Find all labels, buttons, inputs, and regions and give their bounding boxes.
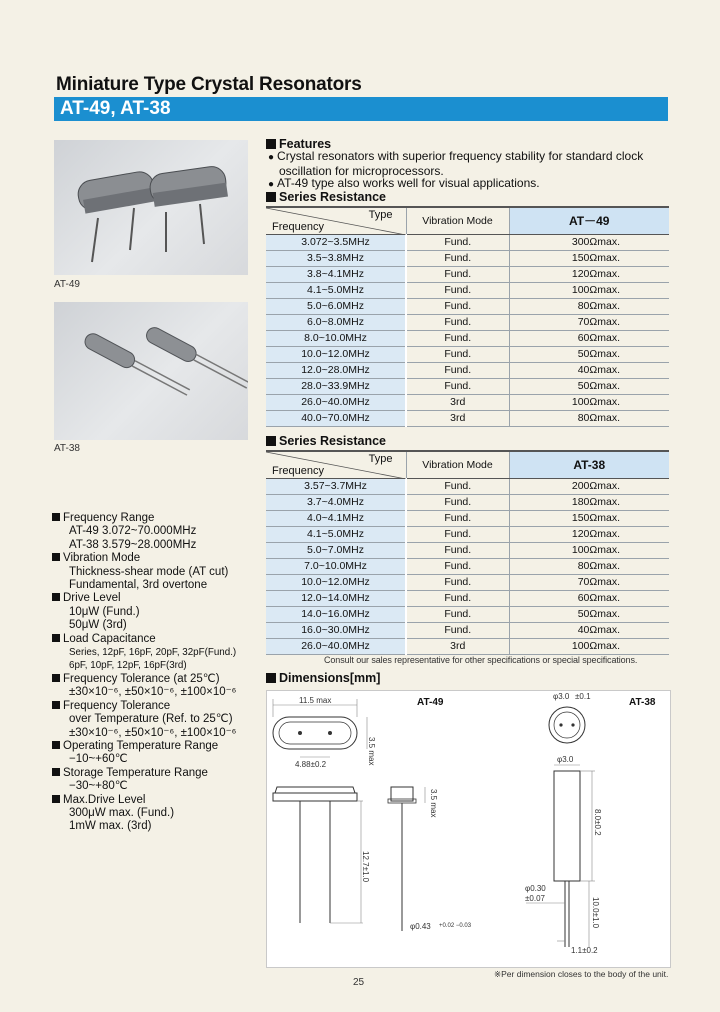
feature-item: ● Crystal resonators with superior frequency stability for standard clock oscillation for microprocessors. <box>268 150 668 177</box>
table-row <box>266 558 669 574</box>
at49-product-photo <box>54 140 248 275</box>
page-subtitle: AT-49, AT-38 <box>60 98 171 119</box>
square-bullet-icon <box>266 139 276 149</box>
resistance-cell: 50Ωmax. <box>509 606 669 622</box>
square-bullet-icon <box>52 593 60 601</box>
page-title: Miniature Type Crystal Resonators <box>56 74 362 95</box>
frequency-cell: 16.0~30.0MHz <box>266 622 406 638</box>
vibration-mode-cell: Fund. <box>406 378 509 394</box>
square-bullet-icon <box>52 674 60 682</box>
at38-resistance-table <box>266 450 669 655</box>
model-header: AT－49 <box>509 207 669 234</box>
features-list <box>268 150 668 192</box>
at38-body-dia-dim: φ3.0 <box>557 755 574 764</box>
spec-value: ±30×10⁻⁶, ±50×10⁻⁶, ±100×10⁻⁶ <box>69 686 237 699</box>
spec-value: 300μW max. (Fund.) <box>69 806 175 819</box>
at49-lead-tol-dim: +0.02 −0.03 <box>439 923 472 929</box>
frequency-cell: 10.0~12.0MHz <box>266 574 406 590</box>
subtitle-band <box>54 97 668 121</box>
table-row <box>266 362 669 378</box>
square-bullet-icon <box>52 768 60 776</box>
spec-label: Drive Level <box>52 592 262 605</box>
square-bullet-icon <box>52 701 60 709</box>
spec-label: Vibration Mode <box>52 552 262 565</box>
square-bullet-icon <box>266 192 276 202</box>
table-row <box>266 526 669 542</box>
feature-item: ● AT-49 type also works well for visual applications. <box>268 177 668 192</box>
table-row <box>266 330 669 346</box>
vibration-mode-cell: 3rd <box>406 394 509 410</box>
vibration-mode-cell: 3rd <box>406 410 509 426</box>
at49-lead-length-dim: 12.7±1.0 <box>361 851 370 883</box>
type-frequency-header <box>266 451 406 478</box>
table-row <box>266 234 669 250</box>
spec-value: AT-49 3.072~70.000MHz <box>69 525 197 538</box>
table-row <box>266 394 669 410</box>
frequency-cell: 6.0~8.0MHz <box>266 314 406 330</box>
spec-value: Fundamental, 3rd overtone <box>69 579 208 592</box>
frequency-cell: 3.5~3.8MHz <box>266 250 406 266</box>
frequency-cell: 26.0~40.0MHz <box>266 394 406 410</box>
resistance-cell: 40Ωmax. <box>509 362 669 378</box>
frequency-cell: 3.072~3.5MHz <box>266 234 406 250</box>
at38-top-dia-tol: ±0.1 <box>575 692 591 701</box>
table-row <box>266 346 669 362</box>
square-bullet-icon <box>266 436 276 446</box>
table-row <box>266 542 669 558</box>
at49-lead-dia-dim: φ0.43 <box>410 922 431 931</box>
spec-label: Frequency Tolerance (at 25℃) <box>52 673 262 686</box>
vibration-mode-cell: Fund. <box>406 590 509 606</box>
consult-note: Consult our sales representative for other specifications or special specifications. <box>324 655 638 665</box>
at38-product-photo <box>54 302 248 440</box>
spec-value: Series, 12pF, 16pF, 20pF, 32pF(Fund.) <box>69 647 237 659</box>
frequency-cell: 14.0~16.0MHz <box>266 606 406 622</box>
at38-pitch-dim: 1.1±0.2 <box>571 946 598 955</box>
resistance-cell: 70Ωmax. <box>509 314 669 330</box>
spec-value: −10~+60℃ <box>69 753 128 766</box>
spec-value: Thickness-shear mode (AT cut) <box>69 565 229 578</box>
resistance-cell: 150Ωmax. <box>509 510 669 526</box>
type-header: Type <box>368 453 393 465</box>
square-bullet-icon <box>52 634 60 642</box>
frequency-cell: 12.0~14.0MHz <box>266 590 406 606</box>
vibration-mode-cell: Fund. <box>406 330 509 346</box>
frequency-cell: 5.0~7.0MHz <box>266 542 406 558</box>
resistance-cell: 200Ωmax. <box>509 478 669 494</box>
table-row <box>266 266 669 282</box>
resistance-cell: 50Ωmax. <box>509 346 669 362</box>
type-frequency-header <box>266 207 406 234</box>
vibration-mode-cell: Fund. <box>406 282 509 298</box>
resistance-cell: 80Ωmax. <box>509 558 669 574</box>
vibration-mode-cell: Fund. <box>406 606 509 622</box>
spec-label: Max.Drive Level <box>52 794 262 807</box>
frequency-cell: 4.0~4.1MHz <box>266 510 406 526</box>
resistance-cell: 180Ωmax. <box>509 494 669 510</box>
spec-label: Storage Temperature Range <box>52 767 262 780</box>
spec-value: 6pF, 10pF, 12pF, 16pF(3rd) <box>69 660 187 672</box>
vibration-mode-cell: Fund. <box>406 622 509 638</box>
at38-body-len-dim: 8.0±0.2 <box>593 809 602 836</box>
square-bullet-icon <box>52 513 60 521</box>
at49-resistance-table <box>266 206 669 427</box>
vibration-mode-cell: Fund. <box>406 526 509 542</box>
table-row <box>266 590 669 606</box>
table-row <box>266 510 669 526</box>
resistance-cell: 50Ωmax. <box>509 378 669 394</box>
footnote: ※Per dimension closes to the body of the unit. <box>494 969 669 979</box>
spec-value: 50μW (3rd) <box>69 619 127 632</box>
vibration-mode-cell: Fund. <box>406 542 509 558</box>
frequency-cell: 40.0~70.0MHz <box>266 410 406 426</box>
square-bullet-icon <box>52 553 60 561</box>
features-heading: Features <box>266 137 331 151</box>
at38-top-dia-dim: φ3.0 <box>553 692 570 701</box>
frequency-header: Frequency <box>272 220 324 233</box>
table-row <box>266 478 669 494</box>
vibration-mode-cell: Fund. <box>406 346 509 362</box>
spec-value: 1mW max. (3rd) <box>69 820 152 833</box>
table-row <box>266 378 669 394</box>
vibration-mode-cell: Fund. <box>406 250 509 266</box>
table-row <box>266 298 669 314</box>
table-row <box>266 282 669 298</box>
square-bullet-icon <box>266 673 276 683</box>
at38-lead-tol-dim: ±0.07 <box>525 894 545 903</box>
frequency-cell: 7.0~10.0MHz <box>266 558 406 574</box>
resistance-cell: 300Ωmax. <box>509 234 669 250</box>
resistance-cell: 120Ωmax. <box>509 526 669 542</box>
frequency-cell: 26.0~40.0MHz <box>266 638 406 654</box>
table-row <box>266 622 669 638</box>
table-row <box>266 638 669 654</box>
frequency-cell: 3.8~4.1MHz <box>266 266 406 282</box>
at49-width-dim: 11.5 max <box>299 696 332 705</box>
spec-value: AT-38 3.579~28.000MHz <box>69 538 197 551</box>
frequency-cell: 5.0~6.0MHz <box>266 298 406 314</box>
frequency-cell: 3.7~4.0MHz <box>266 494 406 510</box>
vibration-mode-header: Vibration Mode <box>406 451 509 478</box>
spec-label: Frequency Tolerance <box>52 700 262 713</box>
frequency-cell: 12.0~28.0MHz <box>266 362 406 378</box>
vibration-mode-cell: 3rd <box>406 638 509 654</box>
frequency-cell: 8.0~10.0MHz <box>266 330 406 346</box>
at49-pitch-dim: 4.88±0.2 <box>295 760 327 769</box>
square-bullet-icon <box>52 741 60 749</box>
resistance-cell: 40Ωmax. <box>509 622 669 638</box>
spec-label: Load Capacitance <box>52 633 262 646</box>
at38-lead-dia-dim: φ0.30 <box>525 884 546 893</box>
vibration-mode-cell: Fund. <box>406 234 509 250</box>
square-bullet-icon <box>52 795 60 803</box>
specifications-list <box>52 512 262 834</box>
frequency-cell: 4.1~5.0MHz <box>266 526 406 542</box>
series-resistance-heading-at38: Series Resistance <box>266 434 386 448</box>
table-row <box>266 494 669 510</box>
at49-height-dim: 3.5 max <box>429 789 438 818</box>
spec-label: Operating Temperature Range <box>52 740 262 753</box>
resistance-cell: 80Ωmax. <box>509 298 669 314</box>
series-resistance-heading-at49: Series Resistance <box>266 190 386 204</box>
at38-lead-len-dim: 10.0±1.0 <box>591 897 600 929</box>
at38-dim-label: AT-38 <box>629 697 656 708</box>
resistance-cell: 120Ωmax. <box>509 266 669 282</box>
vibration-mode-cell: Fund. <box>406 298 509 314</box>
dimensions-heading: Dimensions[mm] <box>266 671 380 685</box>
table-row <box>266 410 669 426</box>
frequency-cell: 28.0~33.9MHz <box>266 378 406 394</box>
frequency-cell: 4.1~5.0MHz <box>266 282 406 298</box>
spec-value: −30~+80℃ <box>69 780 128 793</box>
resistance-cell: 80Ωmax. <box>509 410 669 426</box>
table-row <box>266 314 669 330</box>
vibration-mode-cell: Fund. <box>406 510 509 526</box>
vibration-mode-cell: Fund. <box>406 362 509 378</box>
spec-value: over Temperature (Ref. to 25℃) <box>69 713 233 726</box>
vibration-mode-cell: Fund. <box>406 266 509 282</box>
page-number: 25 <box>353 977 365 988</box>
model-header: AT-38 <box>509 451 669 478</box>
resistance-cell: 100Ωmax. <box>509 638 669 654</box>
at38-photo-caption: AT-38 <box>54 443 80 454</box>
resistance-cell: 150Ωmax. <box>509 250 669 266</box>
resistance-cell: 100Ωmax. <box>509 394 669 410</box>
at49-photo-caption: AT-49 <box>54 279 80 290</box>
table-header-row <box>266 207 669 234</box>
resistance-cell: 100Ωmax. <box>509 542 669 558</box>
resistance-cell: 100Ωmax. <box>509 282 669 298</box>
resistance-cell: 70Ωmax. <box>509 574 669 590</box>
vibration-mode-header: Vibration Mode <box>406 207 509 234</box>
frequency-cell: 10.0~12.0MHz <box>266 346 406 362</box>
table-row <box>266 606 669 622</box>
dimensions-drawing <box>266 690 671 968</box>
spec-value: ±30×10⁻⁶, ±50×10⁻⁶, ±100×10⁻⁶ <box>69 726 237 739</box>
resistance-cell: 60Ωmax. <box>509 330 669 346</box>
vibration-mode-cell: Fund. <box>406 478 509 494</box>
vibration-mode-cell: Fund. <box>406 314 509 330</box>
frequency-cell: 3.57~3.7MHz <box>266 478 406 494</box>
at49-depth-dim: 3.5 max <box>367 737 376 766</box>
at49-dim-label: AT-49 <box>417 697 444 708</box>
spec-value: 10μW (Fund.) <box>69 605 140 618</box>
type-header: Type <box>368 209 393 221</box>
vibration-mode-cell: Fund. <box>406 574 509 590</box>
table-row <box>266 574 669 590</box>
vibration-mode-cell: Fund. <box>406 494 509 510</box>
vibration-mode-cell: Fund. <box>406 558 509 574</box>
table-row <box>266 250 669 266</box>
table-header-row <box>266 451 669 478</box>
resistance-cell: 60Ωmax. <box>509 590 669 606</box>
spec-label: Frequency Range <box>52 512 262 525</box>
frequency-header: Frequency <box>272 464 324 477</box>
